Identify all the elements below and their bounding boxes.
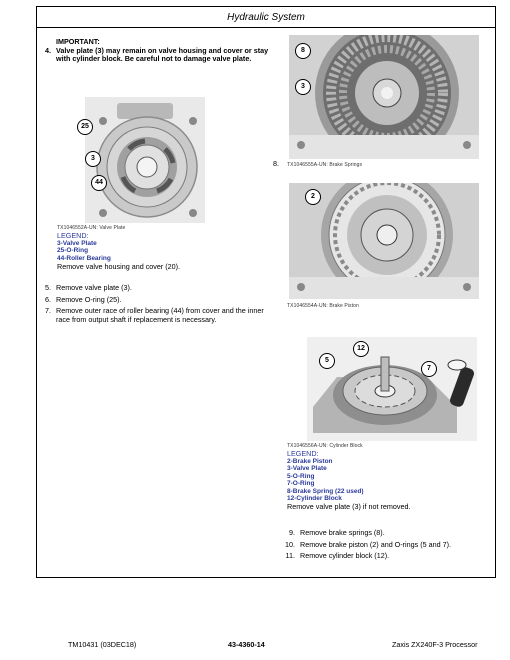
valve-plate-illustration	[85, 97, 205, 223]
cylinder-block-photo	[307, 337, 477, 441]
legend-item: 3-Valve Plate	[287, 465, 327, 473]
step-text: Remove cylinder block (12).	[300, 551, 390, 561]
step-number: 8.	[273, 159, 279, 168]
step-11	[277, 552, 493, 561]
callout-3: 3	[295, 79, 311, 95]
important-note	[45, 38, 271, 64]
left-steps	[45, 282, 273, 327]
cylinder-block-illustration	[307, 337, 477, 441]
legend-item: 25-O-Ring	[57, 247, 89, 255]
figure4-legend-block	[287, 443, 493, 511]
section-title: Hydraulic System	[227, 12, 305, 23]
step-number: 9.	[289, 528, 295, 537]
step-9	[277, 529, 493, 538]
footer-doc-id: TM10431 (03DEC18)	[68, 640, 137, 649]
legend-item: 5-O-Ring	[287, 472, 315, 480]
callout-5: 5	[319, 353, 335, 369]
important-heading: IMPORTANT:	[56, 37, 100, 46]
step-number: 4.	[45, 45, 51, 55]
callout-2: 2	[305, 189, 321, 205]
step-text: Remove brake piston (2) and O-rings (5 and 7).	[300, 539, 452, 549]
step-10	[277, 541, 493, 550]
footer-page-number: 43-4360-14	[228, 640, 265, 649]
brake-springs-photo	[289, 35, 479, 159]
step-number: 6.	[45, 294, 51, 304]
step-text: Remove brake springs (8).	[300, 528, 385, 537]
figure1-legend-title: LEGEND:	[57, 231, 89, 240]
figure2-caption: TX1046555A-UN: Brake Springs	[287, 162, 363, 168]
step-text: Remove O-ring (25).	[56, 294, 122, 304]
right-steps	[277, 527, 493, 564]
step-number: 11.	[285, 551, 295, 561]
callout-8: 8	[295, 43, 311, 59]
brake-springs-illustration	[289, 35, 479, 159]
step-text: Valve plate (3) may remain on valve housing and cover or stay with cylinder block. Be careful not to damage valve plate.	[56, 45, 269, 64]
callout-7: 7	[421, 361, 437, 377]
page-frame	[36, 6, 496, 578]
figure1-legend-block	[57, 225, 267, 271]
step-text: Remove valve plate (3).	[56, 283, 132, 292]
figure2-caption-row	[273, 159, 493, 168]
figure4-caption: TX1046556A-UN: Cylinder Block	[287, 443, 363, 449]
step-text: Remove outer race of roller bearing (44) from cover and the inner race from output shaft if replacement is necessary.	[56, 306, 264, 324]
legend-item: 7-O-Ring	[287, 480, 315, 488]
step-number: 5.	[45, 283, 51, 292]
step-5	[45, 284, 273, 293]
step-6	[45, 296, 273, 305]
header-divider	[37, 27, 495, 28]
callout-25: 25	[77, 119, 93, 135]
figure3-caption: TX1046554A-UN: Brake Piston	[287, 303, 359, 309]
figure4-legend-title: LEGEND:	[287, 449, 319, 458]
legend-item: 3-Valve Plate	[57, 240, 97, 247]
figure1-caption: TX1046552A-UN: Valve Plate	[57, 225, 126, 231]
callout-12: 12	[353, 341, 369, 357]
legend-item: 8-Brake Spring (22 used)	[287, 487, 364, 495]
valve-plate-photo	[85, 97, 205, 223]
footer-product: Zaxis ZX240F-3 Processor	[392, 640, 478, 649]
callout-44: 44	[91, 175, 107, 191]
callout-3: 3	[85, 151, 101, 167]
legend-item: 44-Roller Bearing	[57, 254, 111, 262]
legend-item: 12-Cylinder Block	[287, 495, 342, 503]
step-number: 10.	[285, 539, 295, 549]
figure1-note: Remove valve housing and cover (20).	[57, 262, 181, 272]
figure4-note: Remove valve plate (3) if not removed.	[287, 502, 411, 512]
step-7	[45, 307, 273, 324]
legend-item: 2-Brake Piston	[287, 458, 333, 465]
step-4	[45, 47, 271, 64]
step-number: 7.	[45, 306, 51, 316]
